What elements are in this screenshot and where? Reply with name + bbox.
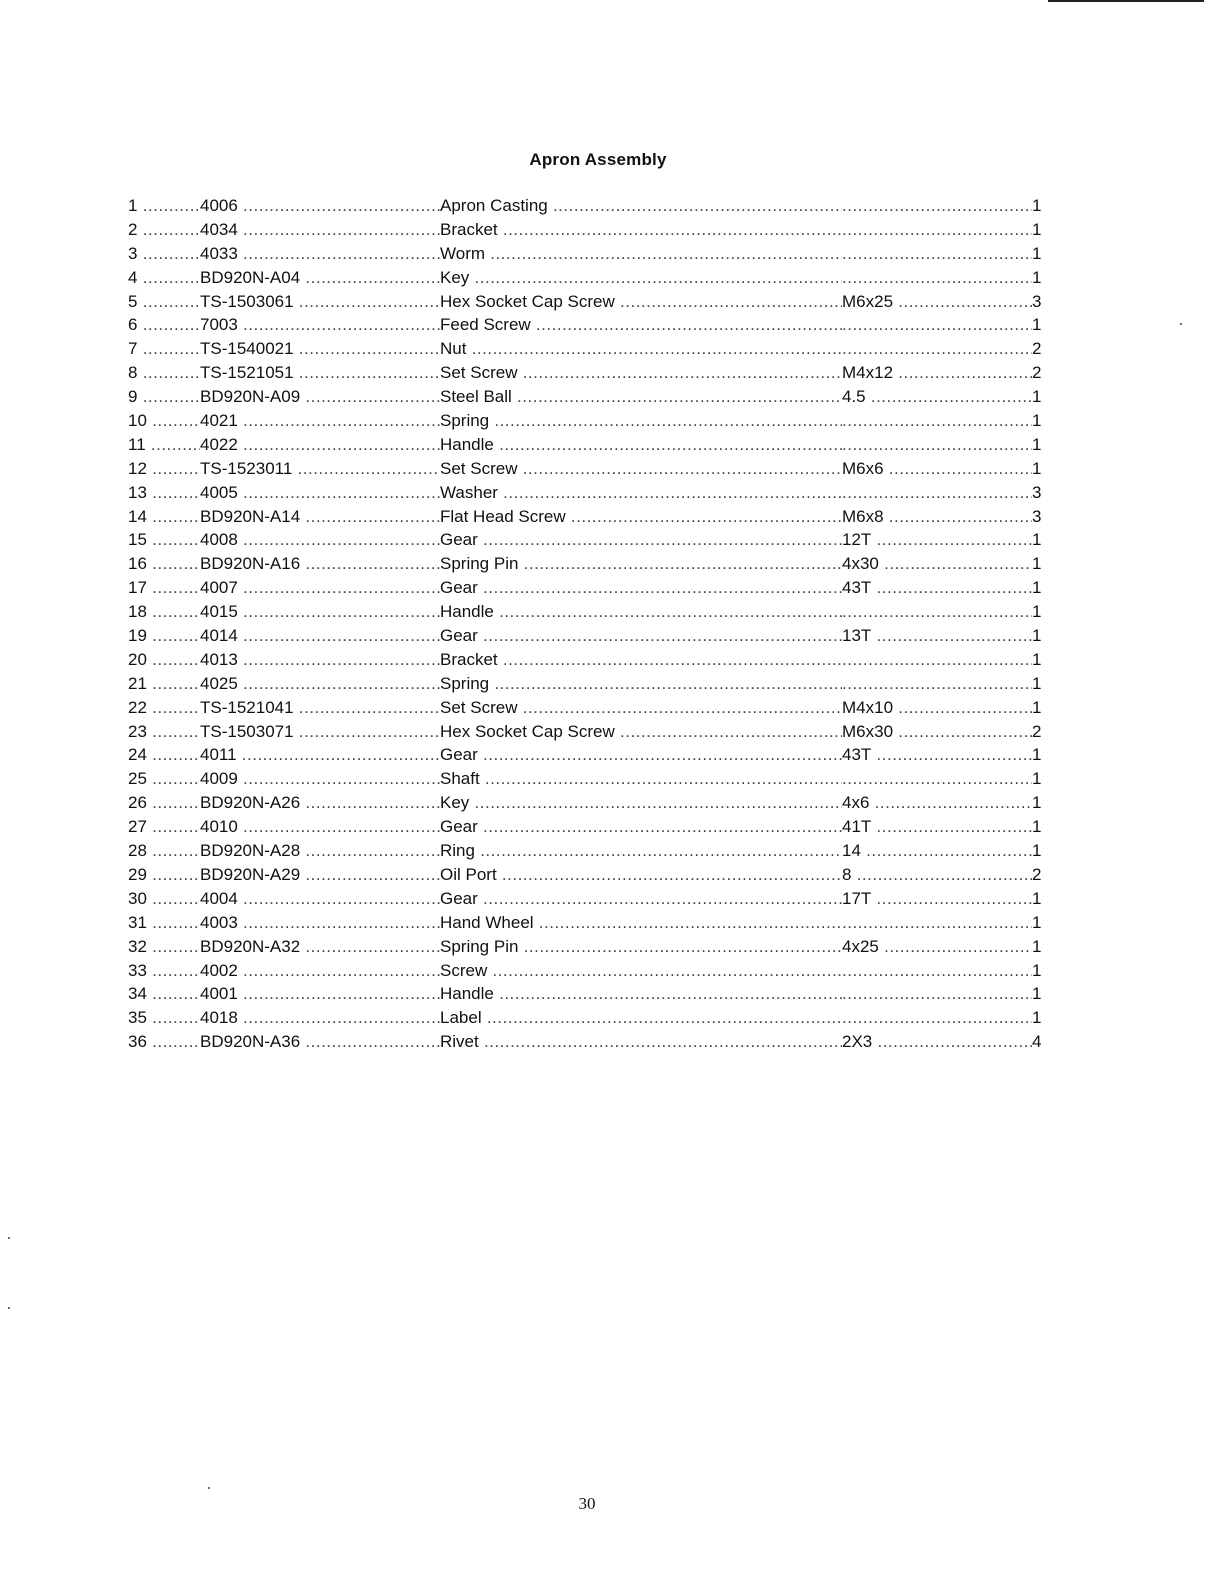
part-number: 10 ..... xyxy=(128,411,200,431)
part-row xyxy=(128,554,1048,578)
part-row xyxy=(128,339,1048,363)
part-code: BD920N-A32 ..... xyxy=(200,937,440,957)
part-description: Hex Socket Cap Screw ..... xyxy=(440,292,842,312)
part-quantity: 3 xyxy=(1032,506,1042,526)
part-number: 29 ..... xyxy=(128,865,200,885)
part-row xyxy=(128,435,1048,459)
part-code: 4022 ..... xyxy=(200,435,440,455)
part-description: Rivet ..... xyxy=(440,1032,842,1052)
part-quantity: 1 xyxy=(1032,793,1042,813)
part-size: 8 ..... xyxy=(842,865,1032,885)
part-size: 43T ..... xyxy=(842,578,1032,598)
part-size: 12T ..... xyxy=(842,530,1032,550)
part-description: Handle ..... xyxy=(440,435,842,455)
part-size: 4x25 ..... xyxy=(842,937,1032,957)
part-number: 28 ..... xyxy=(128,841,200,861)
part-description: Washer ..... xyxy=(440,483,842,503)
part-row xyxy=(128,769,1048,793)
part-quantity: 1 xyxy=(1032,697,1042,717)
part-quantity: 3 xyxy=(1032,291,1042,311)
part-quantity: 4 xyxy=(1032,1032,1042,1052)
part-number: 7 ..... xyxy=(128,339,200,359)
part-quantity: 1 xyxy=(1032,411,1042,431)
part-quantity: 1 xyxy=(1032,387,1042,407)
part-number: 17 ..... xyxy=(128,578,200,598)
part-code: BD920N-A09 ..... xyxy=(200,387,440,407)
part-code: BD920N-A28 ..... xyxy=(200,841,440,861)
page-number: 30 xyxy=(578,1494,596,1513)
part-quantity: 1 xyxy=(1032,912,1042,932)
part-code: 4005 ..... xyxy=(200,483,440,503)
part-size xyxy=(842,650,1032,670)
part-number: 21 ..... xyxy=(128,674,200,694)
part-description: Nut ..... xyxy=(440,339,842,359)
part-description: Spring ..... xyxy=(440,674,842,694)
part-number: 31 ..... xyxy=(128,913,200,933)
part-code: BD920N-A36 ..... xyxy=(200,1032,440,1052)
part-number: 9 ..... xyxy=(128,387,200,407)
part-size xyxy=(842,435,1032,455)
part-number: 13 ..... xyxy=(128,483,200,503)
part-description: Screw ..... xyxy=(440,961,842,981)
part-size: 2X3 ..... xyxy=(842,1032,1032,1052)
part-description: Bracket ..... xyxy=(440,650,842,670)
part-row xyxy=(128,1008,1048,1032)
part-code: 4018 ..... xyxy=(200,1008,440,1028)
part-size xyxy=(842,268,1032,288)
part-number: 26 ..... xyxy=(128,793,200,813)
part-quantity: 1 xyxy=(1032,841,1042,861)
part-description: Shaft ..... xyxy=(440,769,842,789)
part-size xyxy=(842,339,1032,359)
part-size: 14 ..... xyxy=(842,841,1032,861)
part-code: BD920N-A04 ..... xyxy=(200,268,440,288)
part-code: 4009 ..... xyxy=(200,769,440,789)
part-code: 4034 ..... xyxy=(200,220,440,240)
part-number: 1 ..... xyxy=(128,196,200,216)
part-code: TS-1521041 ..... xyxy=(200,698,440,718)
part-number: 32 ..... xyxy=(128,937,200,957)
part-size: M6x25 ..... xyxy=(842,292,1032,312)
part-code: 4008 ..... xyxy=(200,530,440,550)
part-description: Key ..... xyxy=(440,793,842,813)
part-row xyxy=(128,602,1048,626)
part-description: Spring Pin ..... xyxy=(440,554,842,574)
part-row xyxy=(128,937,1048,961)
page-title: Apron Assembly xyxy=(529,150,667,169)
part-number: 8 ..... xyxy=(128,363,200,383)
part-description: Bracket ..... xyxy=(440,220,842,240)
part-number: 19 ..... xyxy=(128,626,200,646)
part-description: Gear ..... xyxy=(440,626,842,646)
part-description: Set Screw ..... xyxy=(440,698,842,718)
part-description: Oil Port ..... xyxy=(440,865,842,885)
part-row xyxy=(128,244,1048,268)
part-number: 14 ..... xyxy=(128,507,200,527)
part-size xyxy=(842,315,1032,335)
part-code: TS-1540021 ..... xyxy=(200,339,440,359)
part-number: 20 ..... xyxy=(128,650,200,670)
part-row xyxy=(128,220,1048,244)
part-row xyxy=(128,961,1048,985)
part-description: Gear ..... xyxy=(440,817,842,837)
part-row xyxy=(128,745,1048,769)
part-number: 6 ..... xyxy=(128,315,200,335)
part-size: M6x6 ..... xyxy=(842,459,1032,479)
part-row xyxy=(128,315,1048,339)
part-number: 24 ..... xyxy=(128,745,200,765)
part-quantity: 1 xyxy=(1032,554,1042,574)
part-description: Set Screw ..... xyxy=(440,363,842,383)
part-row xyxy=(128,984,1048,1008)
top-rule xyxy=(1048,0,1204,2)
part-quantity: 1 xyxy=(1032,769,1042,789)
part-size: 4.5 ..... xyxy=(842,387,1032,407)
part-quantity: 1 xyxy=(1032,196,1042,215)
part-code: 4002 ..... xyxy=(200,961,440,981)
part-quantity: 1 xyxy=(1032,1008,1042,1028)
part-quantity: 1 xyxy=(1032,578,1042,598)
part-size: M6x30 ..... xyxy=(842,722,1032,742)
part-number: 27 ..... xyxy=(128,817,200,837)
part-number: 15 ..... xyxy=(128,530,200,550)
part-quantity: 2 xyxy=(1032,363,1042,383)
part-size xyxy=(842,483,1032,503)
part-quantity: 1 xyxy=(1032,602,1042,622)
part-quantity: 1 xyxy=(1032,745,1042,765)
part-size xyxy=(842,674,1032,694)
part-row xyxy=(128,889,1048,913)
scan-speck xyxy=(208,1487,210,1489)
part-description: Gear ..... xyxy=(440,530,842,550)
part-row xyxy=(128,841,1048,865)
part-size xyxy=(842,769,1032,789)
part-number: 25 ..... xyxy=(128,769,200,789)
part-row xyxy=(128,483,1048,507)
part-quantity: 1 xyxy=(1032,960,1042,980)
part-size xyxy=(842,961,1032,981)
part-code: 4013 ..... xyxy=(200,650,440,670)
part-quantity: 2 xyxy=(1032,864,1042,884)
part-code: TS-1521051 ..... xyxy=(200,363,440,383)
part-row xyxy=(128,530,1048,554)
part-description: Feed Screw ..... xyxy=(440,315,842,335)
part-row xyxy=(128,268,1048,292)
scan-speck xyxy=(1180,323,1182,325)
part-code: 4006 ..... xyxy=(200,196,440,216)
part-row xyxy=(128,626,1048,650)
part-code: BD920N-A26 ..... xyxy=(200,793,440,813)
part-row xyxy=(128,722,1048,746)
part-quantity: 1 xyxy=(1032,315,1042,335)
part-code: 4025 ..... xyxy=(200,674,440,694)
part-size xyxy=(842,196,1032,216)
part-description: Label ..... xyxy=(440,1008,842,1028)
part-quantity: 2 xyxy=(1032,721,1042,741)
part-description: Handle ..... xyxy=(440,984,842,1004)
part-code: 4010 ..... xyxy=(200,817,440,837)
part-number: 36 ..... xyxy=(128,1032,200,1052)
part-quantity: 1 xyxy=(1032,434,1042,454)
part-code: BD920N-A16 ..... xyxy=(200,554,440,574)
part-code: 4014 ..... xyxy=(200,626,440,646)
part-code: 4011 ..... xyxy=(200,745,440,765)
part-code: 7003 ..... xyxy=(200,315,440,335)
part-row xyxy=(128,674,1048,698)
part-size: 41T ..... xyxy=(842,817,1032,837)
scan-speck xyxy=(8,1307,10,1309)
part-row xyxy=(128,865,1048,889)
part-row xyxy=(128,459,1048,483)
part-code: 4007 ..... xyxy=(200,578,440,598)
part-number: 33 ..... xyxy=(128,961,200,981)
part-size: M6x8 ..... xyxy=(842,507,1032,527)
part-description: Gear ..... xyxy=(440,745,842,765)
part-description: Set Screw ..... xyxy=(440,459,842,479)
part-quantity: 1 xyxy=(1032,888,1042,908)
part-code: BD920N-A14 ..... xyxy=(200,507,440,527)
part-code: 4001 ..... xyxy=(200,984,440,1004)
part-code: TS-1503061 ..... xyxy=(200,292,440,312)
part-row xyxy=(128,507,1048,531)
part-number: 4 ..... xyxy=(128,268,200,288)
part-number: 11 ..... xyxy=(128,435,200,455)
part-row xyxy=(128,292,1048,316)
part-number: 34 ..... xyxy=(128,984,200,1004)
part-row xyxy=(128,411,1048,435)
part-size xyxy=(842,244,1032,264)
part-size xyxy=(842,411,1032,431)
part-row xyxy=(128,913,1048,937)
part-description: Handle ..... xyxy=(440,602,842,622)
part-quantity: 1 xyxy=(1032,673,1042,693)
part-quantity: 1 xyxy=(1032,219,1042,239)
part-row xyxy=(128,387,1048,411)
part-description: Apron Casting ..... xyxy=(440,196,842,216)
part-number: 30 ..... xyxy=(128,889,200,909)
part-row xyxy=(128,698,1048,722)
part-number: 18 ..... xyxy=(128,602,200,622)
part-row xyxy=(128,363,1048,387)
part-description: Spring Pin ..... xyxy=(440,937,842,957)
part-quantity: 1 xyxy=(1032,817,1042,837)
part-row xyxy=(128,817,1048,841)
part-size xyxy=(842,602,1032,622)
part-quantity: 1 xyxy=(1032,530,1042,550)
part-description: Spring ..... xyxy=(440,411,842,431)
part-size: M4x12 ..... xyxy=(842,363,1032,383)
part-description: Hand Wheel ..... xyxy=(440,913,842,933)
part-description: Ring ..... xyxy=(440,841,842,861)
part-row xyxy=(128,1032,1048,1056)
part-code: 4003 ..... xyxy=(200,913,440,933)
part-number: 2 ..... xyxy=(128,220,200,240)
part-quantity: 2 xyxy=(1032,339,1042,359)
part-number: 23 ..... xyxy=(128,722,200,742)
parts-list xyxy=(128,196,1048,1056)
part-quantity: 1 xyxy=(1032,984,1042,1004)
part-quantity: 1 xyxy=(1032,626,1042,646)
part-description: Hex Socket Cap Screw ..... xyxy=(440,722,842,742)
part-row xyxy=(128,793,1048,817)
part-quantity: 1 xyxy=(1032,243,1042,263)
part-code: 4021 ..... xyxy=(200,411,440,431)
part-code: TS-1503071 ..... xyxy=(200,722,440,742)
part-code: 4015 ..... xyxy=(200,602,440,622)
part-description: Gear ..... xyxy=(440,889,842,909)
part-size: 4x30 ..... xyxy=(842,554,1032,574)
part-description: Flat Head Screw ..... xyxy=(440,507,842,527)
part-size xyxy=(842,220,1032,240)
scan-speck xyxy=(8,1237,10,1239)
part-size: 4x6 ..... xyxy=(842,793,1032,813)
part-quantity: 1 xyxy=(1032,267,1042,287)
part-number: 16 ..... xyxy=(128,554,200,574)
part-number: 3 ..... xyxy=(128,244,200,264)
part-number: 12 ..... xyxy=(128,459,200,479)
part-quantity: 1 xyxy=(1032,649,1042,669)
part-size xyxy=(842,984,1032,1004)
part-size xyxy=(842,1008,1032,1028)
part-size: 13T ..... xyxy=(842,626,1032,646)
part-code: TS-1523011 ..... xyxy=(200,459,440,479)
part-number: 5 ..... xyxy=(128,292,200,312)
part-description: Gear ..... xyxy=(440,578,842,598)
part-code: 4004 ..... xyxy=(200,889,440,909)
part-quantity: 1 xyxy=(1032,936,1042,956)
part-quantity: 3 xyxy=(1032,482,1042,502)
part-quantity: 1 xyxy=(1032,458,1042,478)
part-code: 4033 ..... xyxy=(200,244,440,264)
part-code: BD920N-A29 ..... xyxy=(200,865,440,885)
part-number: 35 ..... xyxy=(128,1008,200,1028)
part-number: 22 ..... xyxy=(128,698,200,718)
part-size: 17T ..... xyxy=(842,889,1032,909)
part-size: 43T ..... xyxy=(842,745,1032,765)
part-row xyxy=(128,578,1048,602)
part-description: Steel Ball ..... xyxy=(440,387,842,407)
part-row xyxy=(128,196,1048,220)
part-description: Worm ..... xyxy=(440,244,842,264)
part-description: Key ..... xyxy=(440,268,842,288)
part-size: M4x10 ..... xyxy=(842,698,1032,718)
part-size xyxy=(842,913,1032,933)
part-row xyxy=(128,650,1048,674)
